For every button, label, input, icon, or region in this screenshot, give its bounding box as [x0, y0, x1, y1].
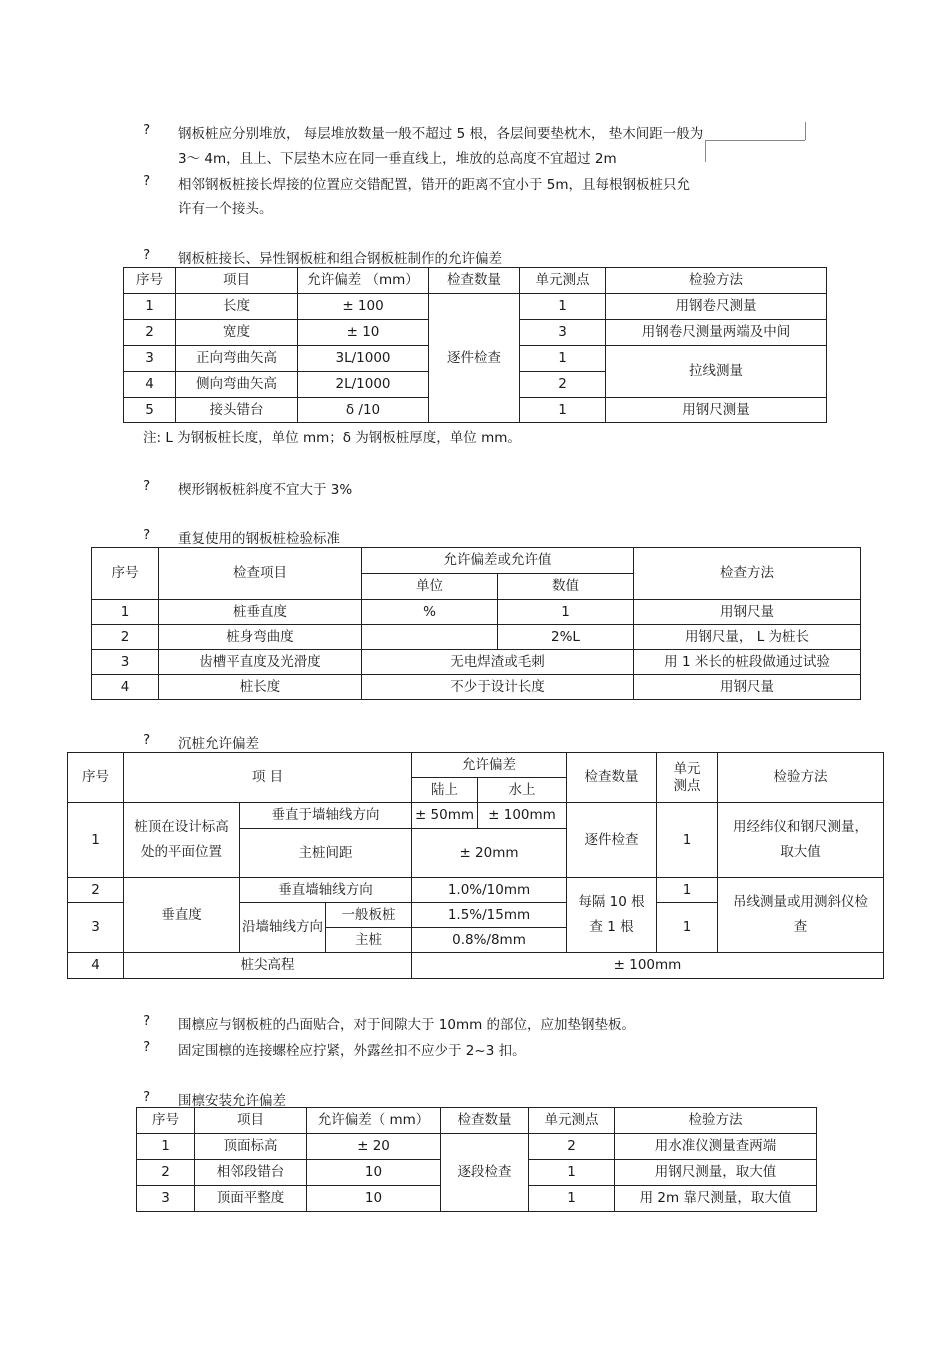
- table2-title: 重复使用的钢板桩检验标准: [178, 531, 340, 547]
- table-cell: 逐件检查: [567, 803, 657, 878]
- table-cell: ± 10: [298, 320, 429, 346]
- header-cell: 数值: [498, 574, 634, 600]
- paragraph-stacking-line1: 钢板桩应分别堆放， 每层堆放数量一般不超过 5 根，各层间要垫枕木， 垫木间距一般为: [178, 126, 704, 142]
- bullet-mark: ?: [143, 527, 151, 543]
- table-cell: 长度: [176, 294, 298, 320]
- table-cell: 主桩: [326, 928, 412, 953]
- table4-title: 围檩安装允许偏差: [178, 1093, 286, 1109]
- table-cell: 1: [520, 398, 606, 423]
- table-cell: 桩尖高程: [124, 953, 412, 979]
- table-cell: 用钢卷尺测量两端及中间: [606, 320, 827, 346]
- bullet-mark: ?: [143, 1089, 151, 1105]
- table-cell: 2: [68, 878, 124, 903]
- header-cell: 允许偏差: [412, 753, 567, 778]
- bullet-mark: ?: [143, 173, 151, 189]
- header-cell: 序号: [137, 1108, 195, 1134]
- table-cell: 1: [520, 346, 606, 372]
- table-header-row: [124, 268, 827, 294]
- table-driving-tolerance: [67, 752, 884, 979]
- table-cell: ± 20: [307, 1134, 441, 1160]
- table-row: [68, 803, 884, 829]
- table-cell: 5: [124, 398, 176, 423]
- table-cell: δ /10: [298, 398, 429, 423]
- table-cell: 用 2m 靠尺测量，取大值: [615, 1186, 817, 1212]
- table-cell: 1.0%/10mm: [412, 878, 567, 903]
- table-cell: 1: [529, 1160, 615, 1186]
- header-cell: 检查数量: [567, 753, 657, 803]
- paragraph-wale-fit: 围檩应与钢板桩的凸面贴合，对于间隙大于 10mm 的部位，应加垫钢垫板。: [178, 1017, 636, 1033]
- table-cell: 沿墙轴线方向: [240, 903, 326, 953]
- table-cell: 侧向弯曲矢高: [176, 372, 298, 398]
- header-cell: 检验方法: [606, 268, 827, 294]
- table-cell: 垂直于墙轴线方向: [240, 803, 412, 829]
- table-row: [124, 294, 827, 320]
- table3-title: 沉桩允许偏差: [178, 736, 259, 752]
- table-cell: 4: [124, 372, 176, 398]
- table-cell: 桩身弯曲度: [159, 625, 362, 650]
- table-cell: 1: [92, 600, 159, 625]
- table-row: [68, 878, 884, 903]
- header-cell: 单元测点: [520, 268, 606, 294]
- table-cell: 3: [124, 346, 176, 372]
- table-row: [92, 650, 861, 675]
- table-cell: 吊线测量或用测斜仪检查: [718, 878, 884, 953]
- table-row: [137, 1134, 817, 1160]
- table-cell: 2: [124, 320, 176, 346]
- merged-count-cell: 逐段检查: [441, 1134, 529, 1212]
- table-wale-install: [136, 1107, 817, 1212]
- table-cell: 1: [68, 803, 124, 878]
- header-point-line1: 单元: [673, 761, 701, 778]
- table-cell: 1.5%/15mm: [412, 903, 567, 928]
- bullet-mark: ?: [143, 732, 151, 748]
- table-reuse-standard: [91, 547, 861, 700]
- table-cell: 相邻段错台: [195, 1160, 307, 1186]
- bullet-mark: ?: [143, 122, 151, 138]
- table-cell: 垂直墙轴线方向: [240, 878, 412, 903]
- table-cell: 1: [124, 294, 176, 320]
- table-cell: ± 20mm: [412, 829, 567, 878]
- table-cell: 0.8%/8mm: [412, 928, 567, 953]
- table-cell: 2%L: [498, 625, 634, 650]
- table-cell: 1: [657, 878, 718, 903]
- table-cell: 10: [307, 1186, 441, 1212]
- paragraph-splice-line1: 相邻钢板桩接长焊接的位置应交错配置，错开的距离不宜小于 5m，且每根钢板桩只允: [178, 177, 691, 193]
- table-cell: 宽度: [176, 320, 298, 346]
- header-cell: 检查方法: [634, 548, 861, 600]
- table-cell: 2: [529, 1134, 615, 1160]
- table-cell: 每隔 10 根查 1 根: [567, 878, 657, 953]
- bullet-mark: ?: [143, 1039, 151, 1055]
- divider: [805, 122, 806, 140]
- table-header-row: [92, 548, 861, 574]
- table-cell: ± 50mm: [412, 803, 478, 829]
- table1-title: 钢板桩接长、异性钢板桩和组合钢板桩制作的允许偏差: [178, 251, 502, 267]
- header-cell: 项目: [195, 1108, 307, 1134]
- table-cell: 1: [529, 1186, 615, 1212]
- table-row: [92, 675, 861, 700]
- table-cell: 正向弯曲矢高: [176, 346, 298, 372]
- table-cell: 1: [520, 294, 606, 320]
- table-row: [92, 625, 861, 650]
- table-header-row: [68, 753, 884, 778]
- table-cell: 1: [137, 1134, 195, 1160]
- table-cell: 3L/1000: [298, 346, 429, 372]
- table-cell: 1: [657, 903, 718, 953]
- paragraph-stacking-line2: 3～ 4m，且上、下层垫木应在同一垂直线上，堆放的总高度不宜超过 2m: [178, 151, 617, 167]
- table-cell: 2: [92, 625, 159, 650]
- header-cell: 单位: [362, 574, 498, 600]
- header-cell: 检查项目: [159, 548, 362, 600]
- table-cell: 4: [92, 675, 159, 700]
- table-cell: 不少于设计长度: [362, 675, 634, 700]
- table-cell: 接头错台: [176, 398, 298, 423]
- table-row: [68, 953, 884, 979]
- header-cell: 检验方法: [718, 753, 884, 803]
- table-cell: 一般板桩: [326, 903, 412, 928]
- header-cell: 序号: [68, 753, 124, 803]
- table-row: [92, 600, 861, 625]
- header-cell: 陆上: [412, 778, 478, 803]
- table-cell: 用 1 米长的桩段做通过试验: [634, 650, 861, 675]
- table-cell: ± 100: [298, 294, 429, 320]
- table-cell: 顶面平整度: [195, 1186, 307, 1212]
- table-cell: 10: [307, 1160, 441, 1186]
- table-cell: 用经纬仪和钢尺测量，取大值: [718, 803, 884, 878]
- table-cell: 用钢尺量， L 为桩长: [634, 625, 861, 650]
- paragraph-wedge-slope: 楔形钢板桩斜度不宜大于 3%: [178, 482, 353, 498]
- table-cell: 用钢尺测量: [606, 398, 827, 423]
- bullet-mark: ?: [143, 478, 151, 494]
- header-cell: 允许偏差（ mm）: [307, 1108, 441, 1134]
- table-cell: 用钢尺量: [634, 675, 861, 700]
- table-header-row: [137, 1108, 817, 1134]
- table-cell: ± 100mm: [478, 803, 567, 829]
- bullet-mark: ?: [143, 247, 151, 263]
- merged-count-cell: 逐件检查: [429, 294, 520, 423]
- header-cell: 序号: [92, 548, 159, 600]
- header-point-line2: 测点: [673, 777, 701, 794]
- divider: [705, 140, 805, 141]
- table-cell: 桩垂直度: [159, 600, 362, 625]
- table-cell: [362, 625, 498, 650]
- table-cell: 用钢尺测量，取大值: [615, 1160, 817, 1186]
- table-cell: 齿槽平直度及光滑度: [159, 650, 362, 675]
- table-cell: 2: [520, 372, 606, 398]
- header-cell: 允许偏差或允许值: [362, 548, 634, 574]
- header-cell: 允许偏差 （mm）: [298, 268, 429, 294]
- header-cell: 序号: [124, 268, 176, 294]
- bullet-mark: ?: [143, 1013, 151, 1029]
- table-cell: %: [362, 600, 498, 625]
- table1-note: 注: L 为钢板桩长度，单位 mm；δ 为钢板桩厚度，单位 mm。: [143, 430, 521, 446]
- header-cell: 项目: [176, 268, 298, 294]
- table-cell: 3: [92, 650, 159, 675]
- paragraph-wale-bolt: 固定围檩的连接螺栓应拧紧，外露丝扣不应少于 2~3 扣。: [178, 1043, 526, 1059]
- table-cell: 用钢卷尺测量: [606, 294, 827, 320]
- table-splice-tolerance: [123, 267, 827, 423]
- table-cell: 垂直度: [124, 878, 240, 953]
- table-cell: 3: [520, 320, 606, 346]
- table-cell: 1: [498, 600, 634, 625]
- table-cell: 用水准仪测量查两端: [615, 1134, 817, 1160]
- table-cell: ± 100mm: [412, 953, 884, 979]
- divider: [705, 140, 706, 162]
- table-cell: 桩顶在设计标高处的平面位置: [124, 803, 240, 878]
- table-cell: 桩长度: [159, 675, 362, 700]
- header-cell: 水上: [478, 778, 567, 803]
- table-cell: 顶面标高: [195, 1134, 307, 1160]
- table-cell: 3: [68, 903, 124, 953]
- table-cell: 1: [657, 803, 718, 878]
- table-cell: 3: [137, 1186, 195, 1212]
- paragraph-splice-line2: 许有一个接头。: [178, 201, 273, 217]
- table-cell: 2: [137, 1160, 195, 1186]
- header-cell: 项 目: [124, 753, 412, 803]
- table-cell: 拉线测量: [606, 346, 827, 398]
- header-cell: [657, 753, 718, 803]
- header-cell: 检查数量: [441, 1108, 529, 1134]
- table-cell: 无电焊渣或毛刺: [362, 650, 634, 675]
- header-cell: 检验方法: [615, 1108, 817, 1134]
- header-cell: 检查数量: [429, 268, 520, 294]
- table-cell: 主桩间距: [240, 829, 412, 878]
- header-cell: 单元测点: [529, 1108, 615, 1134]
- table-cell: 4: [68, 953, 124, 979]
- table-cell: 2L/1000: [298, 372, 429, 398]
- table-cell: 用钢尺量: [634, 600, 861, 625]
